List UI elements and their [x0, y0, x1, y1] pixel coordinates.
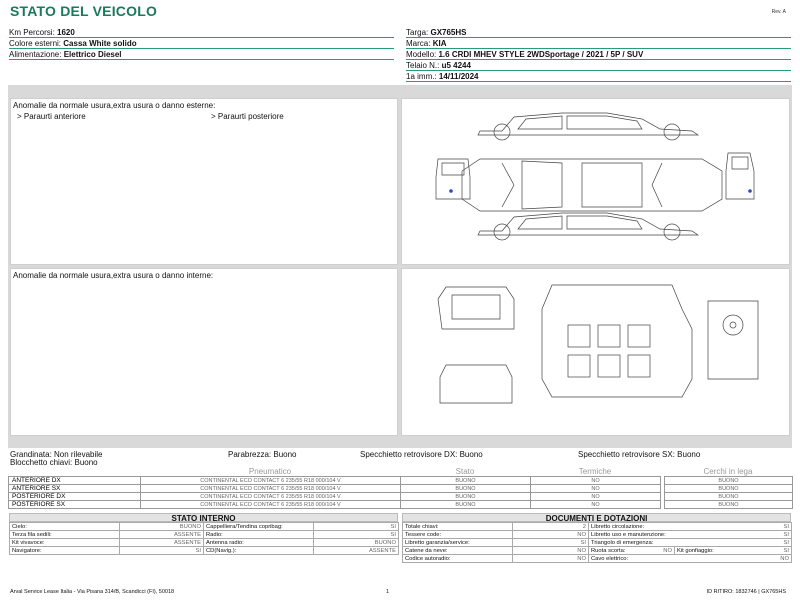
- table-row: Codice autoradio: NO Cavo elettrico: NO: [403, 555, 792, 563]
- tyre-header-cerchi: Cerchi in lega: [703, 467, 753, 476]
- documenti-title: DOCUMENTI E DOTAZIONI: [402, 513, 791, 522]
- info-alimentazione: Alimentazione: Elettrico Diesel: [9, 49, 394, 60]
- table-row: Cielo: BUONO Cappelliera/Tendina copribag: SI: [10, 523, 399, 531]
- info-marca: Marca: KIA: [406, 38, 791, 49]
- revision-label: Rev. A: [771, 9, 786, 15]
- table-row: Libretto garanzia/service: SI Triangolo di emergenza: SI: [403, 539, 792, 547]
- damage-item-front-bumper: > Paraurti anteriore: [17, 112, 86, 121]
- info-modello: Modello: 1.6 CRDI MHEV STYLE 2WDSportage / 2021 / 5P / SUV: [406, 49, 791, 60]
- internal-diagram-panel: [401, 268, 790, 436]
- status-parabrezza: Parabrezza: Buono: [228, 450, 297, 459]
- rims-table: [664, 476, 793, 509]
- info-colore: Colore esterni: Cassa White solido: [9, 38, 394, 49]
- rim-value: BUONO: [665, 493, 793, 501]
- car-plan-view: [462, 159, 722, 211]
- table-row: Kit vivavoce: ASSENTE Antenna radio: BUONO: [10, 539, 399, 547]
- section-divider-2: [8, 438, 792, 448]
- tyre-row: ANTERIORE SX CONTINENTAL ECO CONTACT 6 235/55 R18 000/104 V BUONO NO: [9, 485, 661, 493]
- rim-value: BUONO: [665, 485, 793, 493]
- rim-value: BUONO: [665, 477, 793, 485]
- status-specchietto-sx: Specchietto retrovisore SX: Buono: [578, 450, 701, 459]
- interior-plan-view: [542, 285, 692, 397]
- footer-address: Arval Service Lease Italia - Via Pisana 314/B, Scandicci (FI), 50018: [10, 589, 175, 595]
- car-interior-diagram: [402, 269, 791, 437]
- status-blocchetto: Blocchetto chiavi: Buono: [10, 458, 98, 467]
- damage-item-rear-bumper: > Paraurti posteriore: [211, 112, 284, 121]
- tyre-header-pneumatico: Pneumatico: [248, 467, 292, 476]
- car-exterior-diagram: [402, 99, 791, 266]
- section-divider: [8, 85, 792, 96]
- footer-page-number: 1: [386, 589, 390, 595]
- info-telaio: Telaio N.: u5 4244: [406, 60, 791, 71]
- table-row: Tessere code: NO Libretto uso e manutenzione: SI: [403, 531, 792, 539]
- tyre-row: POSTERIORE SX CONTINENTAL ECO CONTACT 6 235/55 R18 000/104 V BUONO NO: [9, 501, 661, 509]
- info-immatricolazione: 1a imm.: 14/11/2024: [406, 71, 791, 82]
- car-rear-view: [726, 153, 754, 199]
- info-targa: Targa: GX765HS: [406, 27, 791, 38]
- documenti-table: [402, 522, 792, 563]
- table-row: Totale chiavi: 2 Libretto circolazione: SI: [403, 523, 792, 531]
- footer-reference: ID RITIRO: 1832746 | GX765HS: [706, 589, 786, 595]
- info-km: Km Percorsi: 1620: [9, 27, 394, 38]
- table-row: Terza fila sedili: ASSENTE Radio: SI: [10, 531, 399, 539]
- table-row: Navigatore: SI CD(Navig.): ASSENTE: [10, 547, 399, 555]
- tyre-row: ANTERIORE DX CONTINENTAL ECO CONTACT 6 235/55 R18 000/104 V BUONO NO: [9, 477, 661, 485]
- interior-rear-view: [440, 365, 512, 403]
- tyre-row: POSTERIORE DX CONTINENTAL ECO CONTACT 6 235/55 R18 000/104 V BUONO NO: [9, 493, 661, 501]
- internal-damage-panel: [10, 268, 398, 436]
- car-front-view: [436, 159, 470, 199]
- rim-value: BUONO: [665, 501, 793, 509]
- external-damage-panel: [10, 98, 398, 265]
- external-diagram-panel: [401, 98, 790, 265]
- stato-interno-title: STATO INTERNO: [9, 513, 398, 522]
- tyre-header-termiche: Termiche: [578, 467, 612, 476]
- car-side-bottom-view: [478, 213, 698, 240]
- table-row: Catene da neve: NO Ruota scorta: NO Kit gonfiaggio: SI: [403, 547, 792, 555]
- status-grandinata: Grandinata: Non rilevabile: [10, 450, 103, 459]
- interior-dashboard-view: [438, 287, 514, 329]
- tyres-table: [8, 476, 661, 509]
- car-side-top-view: [478, 113, 698, 140]
- tyre-header-stato: Stato: [455, 467, 475, 476]
- interior-steering-view: [708, 301, 758, 379]
- external-damage-title: Anomalie da normale usura,extra usura o danno esterne:: [13, 101, 216, 110]
- internal-damage-title: Anomalie da normale usura,extra usura o danno interne:: [13, 271, 214, 280]
- stato-interno-table: [9, 522, 399, 555]
- status-specchietto-dx: Specchietto retrovisore DX: Buono: [360, 450, 483, 459]
- page-title: STATO DEL VEICOLO: [10, 3, 158, 19]
